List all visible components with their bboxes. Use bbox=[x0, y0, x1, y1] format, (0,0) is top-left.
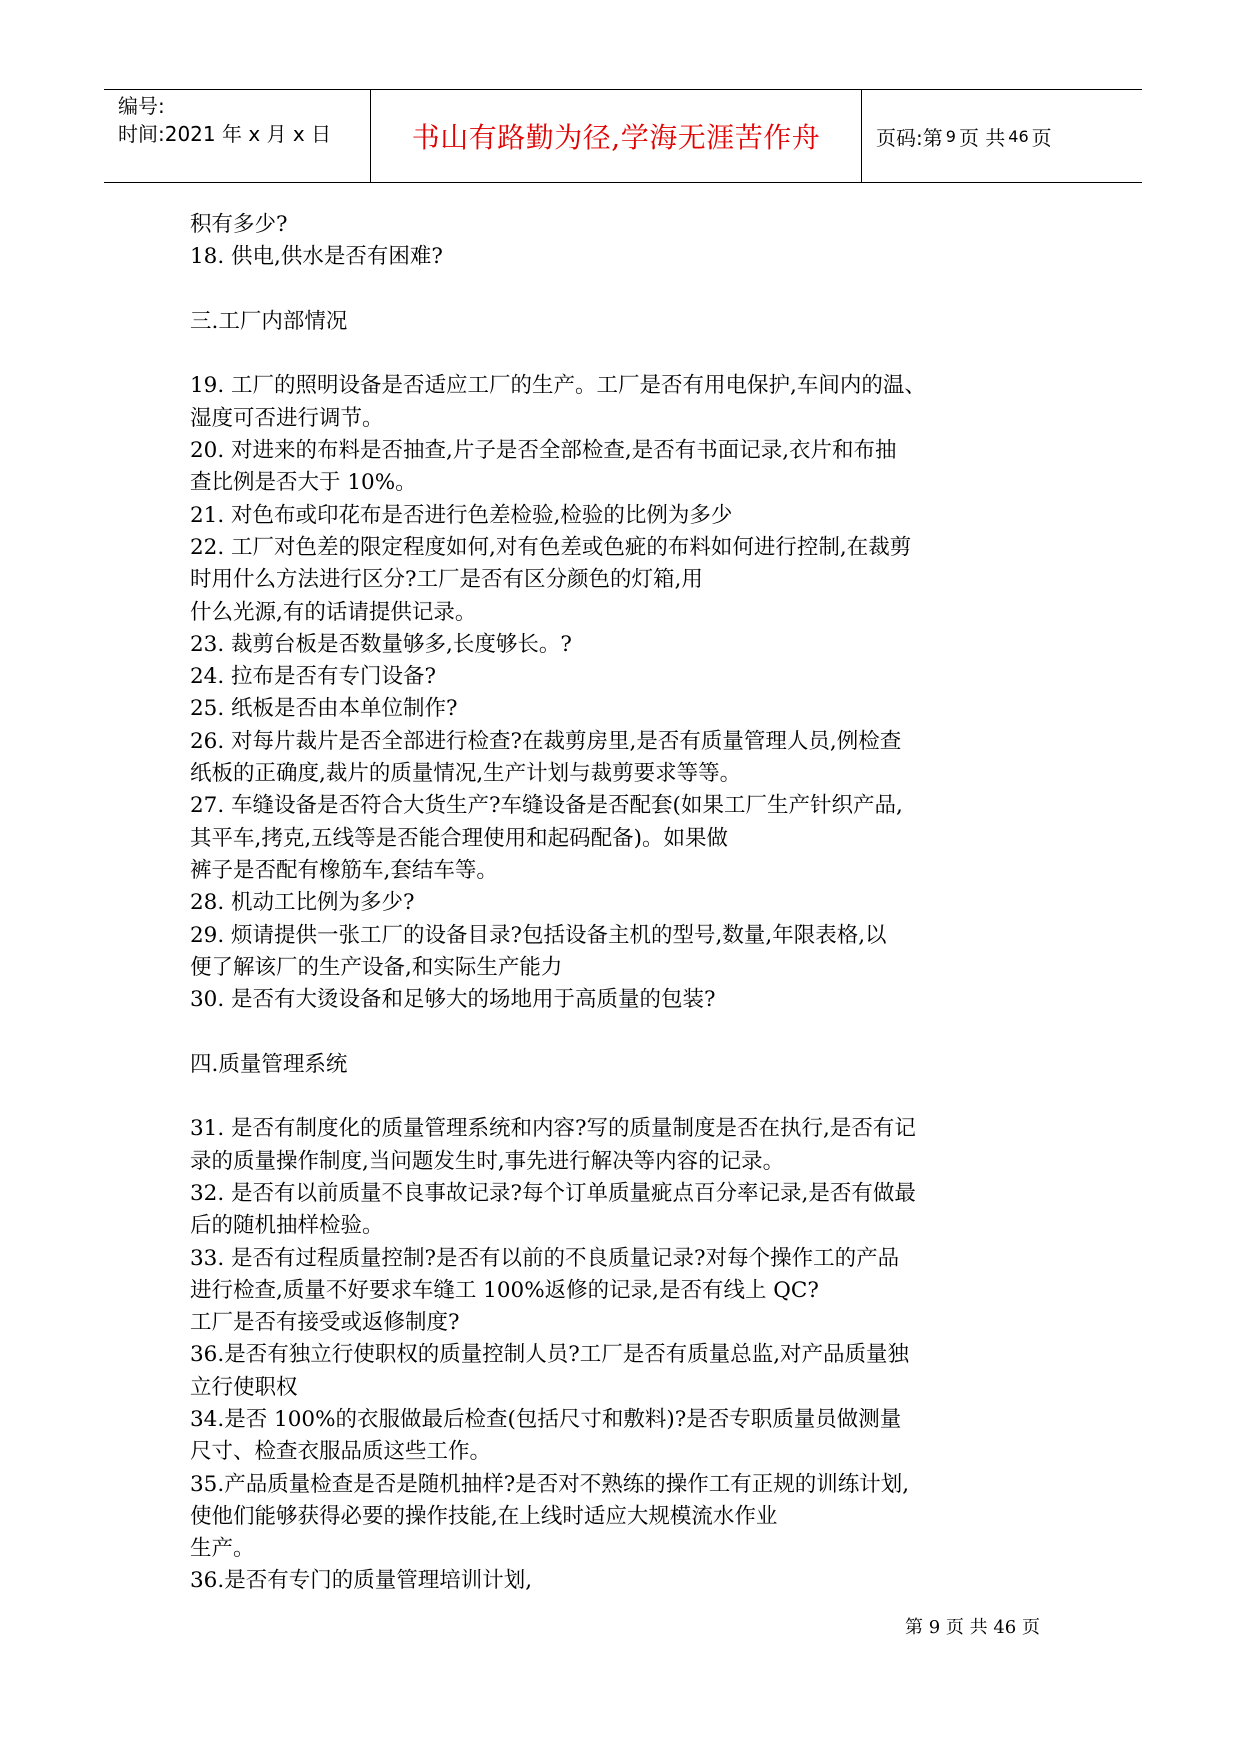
text-line: 21. 对色布或印花布是否进行色差检验,检验的比例为多少 bbox=[190, 502, 733, 528]
blank-line bbox=[190, 338, 1070, 370]
blank-line bbox=[190, 274, 1070, 306]
text-line: 查比例是否大于 10%。 bbox=[190, 470, 417, 496]
text-line: 便了解该厂的生产设备,和实际生产能力 bbox=[190, 954, 563, 980]
page-total: 46 bbox=[1008, 126, 1029, 146]
text-line: 36.是否有专门的质量管理培训计划, bbox=[190, 1568, 533, 1594]
text-line: 24. 拉布是否有专门设备? bbox=[190, 664, 437, 690]
text-line: 生产。 bbox=[190, 1536, 255, 1562]
text-line: 36.是否有独立行使职权的质量控制人员?工厂是否有质量总监,对产品质量独 bbox=[190, 1342, 910, 1368]
text-line: 19. 工厂的照明设备是否适应工厂的生产。工厂是否有用电保护,车间内的温、 bbox=[190, 373, 926, 399]
text-line: 积有多少? bbox=[190, 212, 288, 237]
text-line: 录的质量操作制度,当问题发生时,事先进行解决等内容的记录。 bbox=[190, 1148, 785, 1174]
text-line: 34.是否 100%的衣服做最后检查(包括尺寸和敷料)?是否专职质量员做测量 bbox=[190, 1406, 902, 1432]
text-line: 裤子是否配有橡筋车,套结车等。 bbox=[190, 857, 498, 883]
page-suffix: 页 bbox=[1031, 125, 1052, 150]
page-header bbox=[104, 89, 1142, 183]
text-line: 后的随机抽样检验。 bbox=[190, 1213, 384, 1239]
text-line: 纸板的正确度,裁片的质量情况,生产计划与裁剪要求等等。 bbox=[190, 761, 742, 787]
page-number: 9 bbox=[945, 126, 956, 146]
text-line: 32. 是否有以前质量不良事故记录?每个订单质量疵点百分率记录,是否有做最 bbox=[190, 1180, 916, 1206]
blank-line bbox=[190, 1016, 1070, 1048]
text-line: 28. 机动工比例为多少? bbox=[190, 890, 415, 916]
text-line: 23. 裁剪台板是否数量够多,长度够长。? bbox=[190, 631, 572, 657]
text-line: 三.工厂内部情况 bbox=[190, 308, 348, 334]
page-mid: 页 共 bbox=[958, 125, 1006, 150]
text-line: 工厂是否有接受或返修制度? bbox=[190, 1310, 460, 1336]
header-motto-cell bbox=[371, 90, 862, 182]
text-line: 31. 是否有制度化的质量管理系统和内容?写的质量制度是否在执行,是否有记 bbox=[190, 1116, 916, 1142]
text-line: 立行使职权 bbox=[190, 1374, 298, 1400]
header-motto: 书山有路勤为径,学海无涯苦作舟 bbox=[411, 121, 821, 154]
page-footer: 第 9 页 共 46 页 bbox=[905, 1617, 1040, 1638]
text-line: 30. 是否有大烫设备和足够大的场地用于高质量的包装? bbox=[190, 987, 716, 1013]
text-line: 20. 对进来的布料是否抽查,片子是否全部检查,是否有书面记录,衣片和布抽 bbox=[190, 438, 897, 464]
text-line: 22. 工厂对色差的限定程度如何,对有色差或色疵的布料如何进行控制,在裁剪 bbox=[190, 534, 912, 560]
text-line: 湿度可否进行调节。 bbox=[190, 405, 384, 431]
text-line: 使他们能够获得必要的操作技能,在上线时适应大规模流水作业 bbox=[190, 1503, 778, 1529]
header-meta bbox=[104, 90, 371, 182]
text-line: 四.质量管理系统 bbox=[190, 1051, 348, 1077]
text-line: 18. 供电,供水是否有困难? bbox=[190, 244, 443, 270]
document-body bbox=[190, 209, 1070, 1598]
text-line: 尺寸、检查衣服品质这些工作。 bbox=[190, 1439, 492, 1465]
header-page-info bbox=[862, 90, 1142, 182]
text-line: 什么光源,有的话请提供记录。 bbox=[190, 599, 477, 625]
page-prefix: 页码:第 bbox=[876, 125, 943, 150]
text-line: 进行检查,质量不好要求车缝工 100%返修的记录,是否有线上 QC? bbox=[190, 1277, 819, 1303]
text-line: 27. 车缝设备是否符合大货生产?车缝设备是否配套(如果工厂生产针织产品, bbox=[190, 793, 903, 819]
doc-number-label: 编号: bbox=[118, 94, 165, 118]
text-line: 33. 是否有过程质量控制?是否有以前的不良质量记录?对每个操作工的产品 bbox=[190, 1245, 900, 1271]
text-line: 29. 烦请提供一张工厂的设备目录?包括设备主机的型号,数量,年限表格,以 bbox=[190, 922, 887, 948]
doc-time-label: 时间:2021 年 x 月 x 日 bbox=[118, 122, 332, 146]
text-line: 其平车,拷克,五线等是否能合理使用和起码配备)。如果做 bbox=[190, 825, 729, 851]
text-line: 26. 对每片裁片是否全部进行检查?在裁剪房里,是否有质量管理人员,例检查 bbox=[190, 728, 902, 754]
text-line: 25. 纸板是否由本单位制作? bbox=[190, 696, 458, 722]
text-line: 时用什么方法进行区分?工厂是否有区分颜色的灯箱,用 bbox=[190, 567, 703, 593]
blank-line bbox=[190, 1081, 1070, 1113]
text-line: 35.产品质量检查是否是随机抽样?是否对不熟练的操作工有正规的训练计划, bbox=[190, 1471, 910, 1497]
